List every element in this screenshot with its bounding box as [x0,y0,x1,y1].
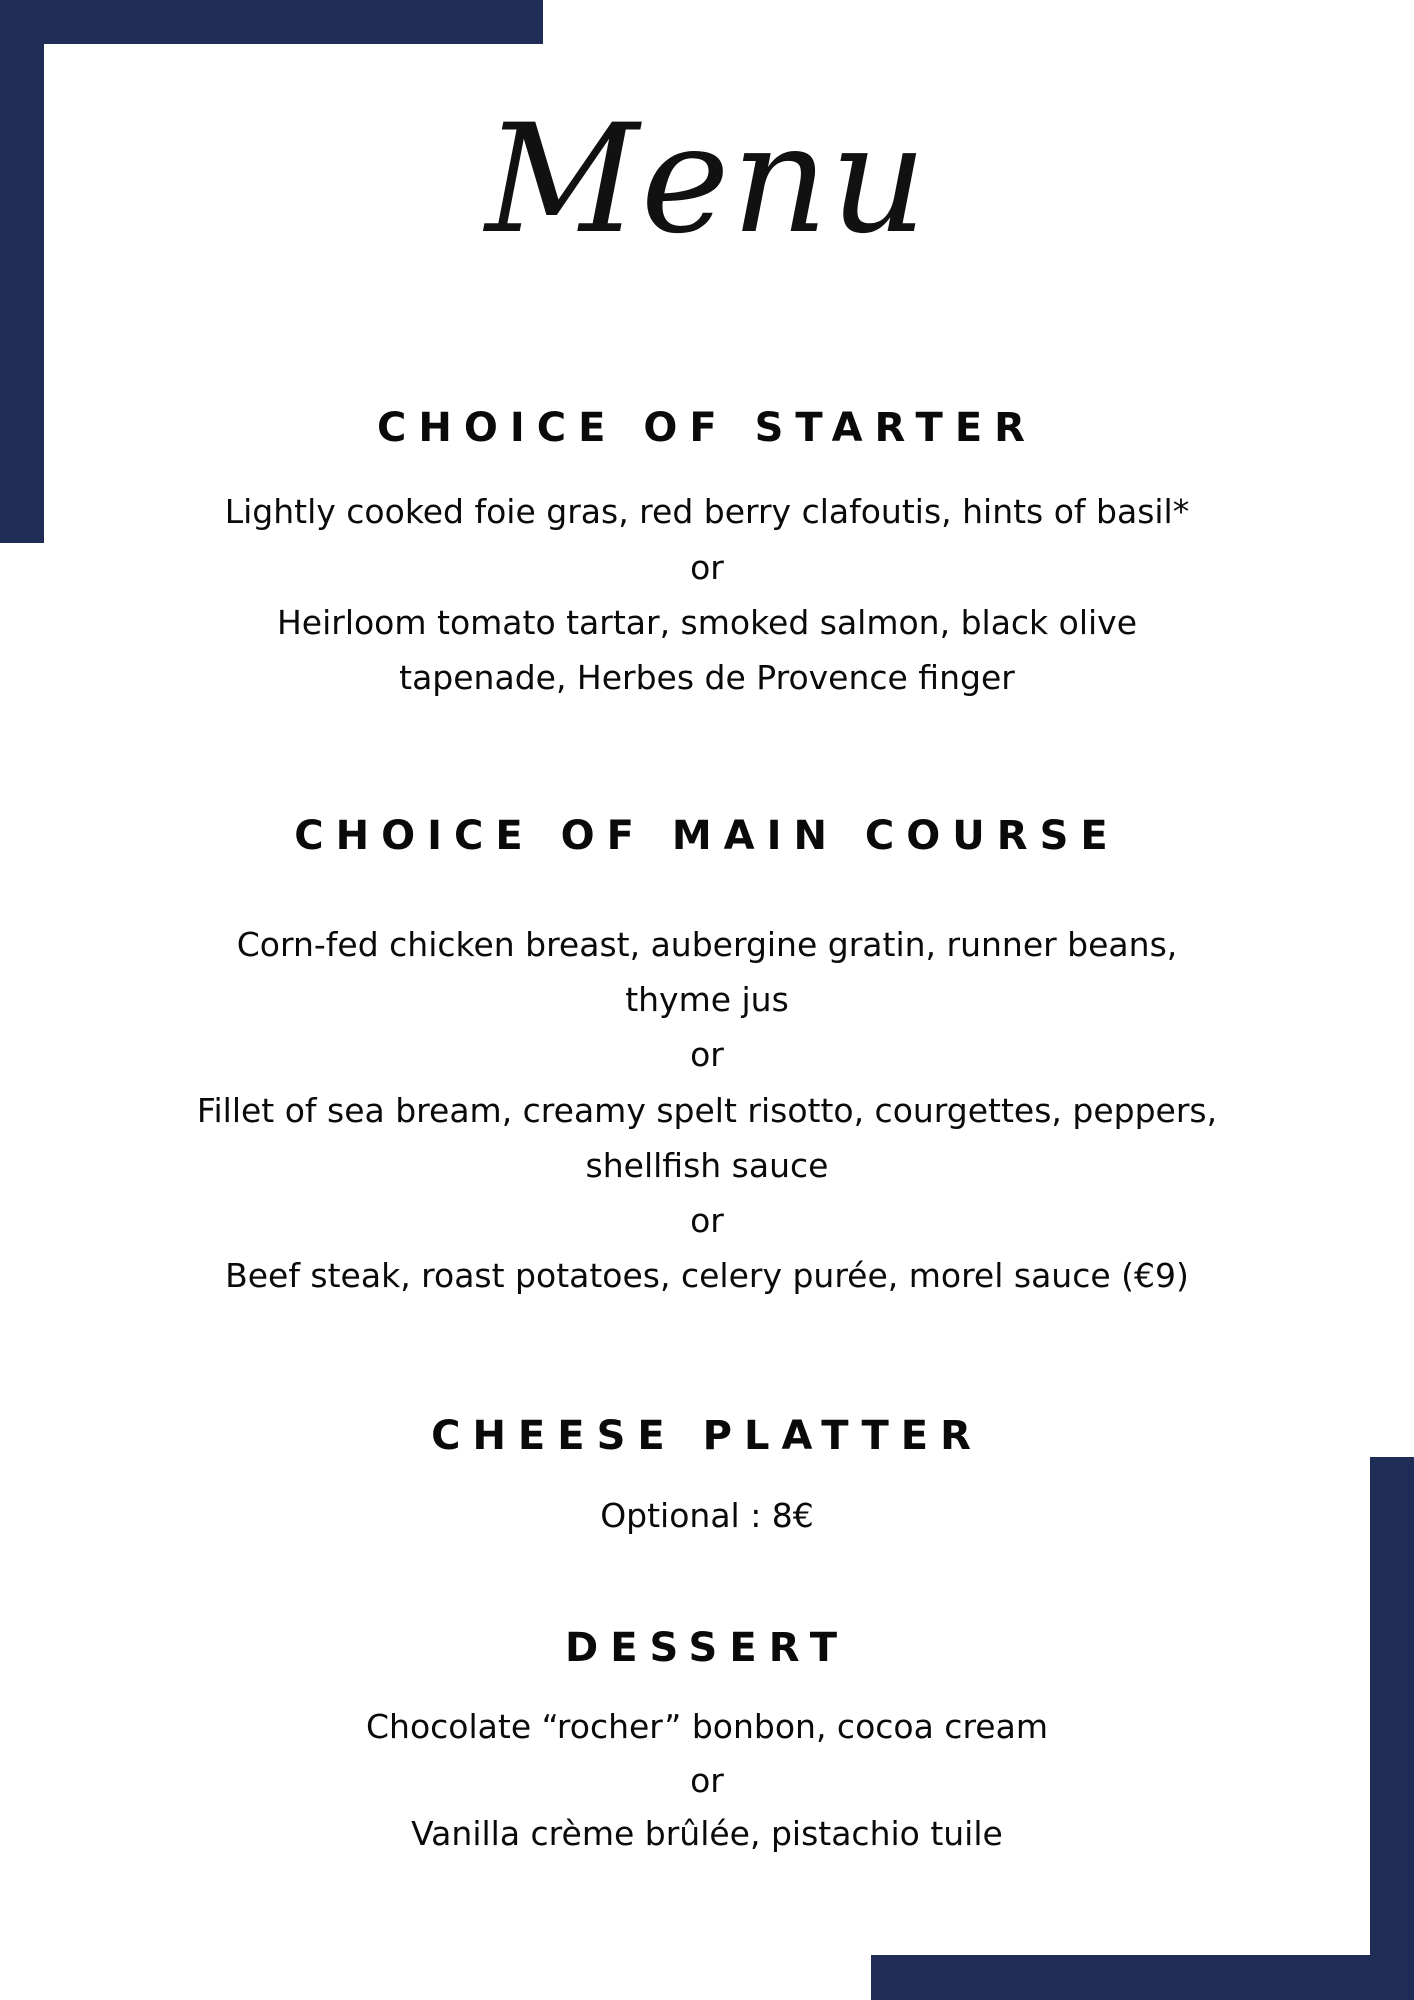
section-heading-starter: CHOICE OF STARTER [377,405,1037,451]
starter-line-1: Lightly cooked foie gras, red berry clafoutis, hints of basil* [224,492,1190,531]
starter-separator-or: or [690,548,724,587]
corner-bar-top-left-horizontal [0,0,543,44]
main-line-2: thyme jus [625,980,789,1019]
starter-line-2: Heirloom tomato tartar, smoked salmon, black olive [276,603,1138,642]
main-separator-or-1: or [690,1035,724,1074]
main-line-4: shellfish sauce [585,1146,829,1185]
menu-title: Menu [485,93,929,267]
corner-bar-top-left-vertical [0,0,44,543]
main-separator-or-2: or [690,1201,724,1240]
corner-bar-bottom-right-horizontal [871,1955,1414,2000]
dessert-line-2: Vanilla crème brûlée, pistachio tuile [411,1814,1003,1853]
dessert-line-1: Chocolate “rocher” bonbon, cocoa cream [366,1707,1048,1746]
section-heading-dessert: DESSERT [565,1625,849,1671]
starter-line-3: tapenade, Herbes de Provence finger [399,658,1015,697]
cheese-line-1: Optional : 8€ [600,1496,814,1535]
section-heading-main-course: CHOICE OF MAIN COURSE [294,813,1120,859]
dessert-separator-or: or [690,1761,724,1800]
main-line-5: Beef steak, roast potatoes, celery purée, morel sauce (€9) [225,1256,1189,1295]
section-heading-cheese-platter: CHEESE PLATTER [431,1413,983,1459]
main-line-1: Corn-fed chicken breast, aubergine gratin, runner beans, [236,925,1178,964]
main-line-3: Fillet of sea bream, creamy spelt risotto, courgettes, peppers, [196,1091,1218,1130]
